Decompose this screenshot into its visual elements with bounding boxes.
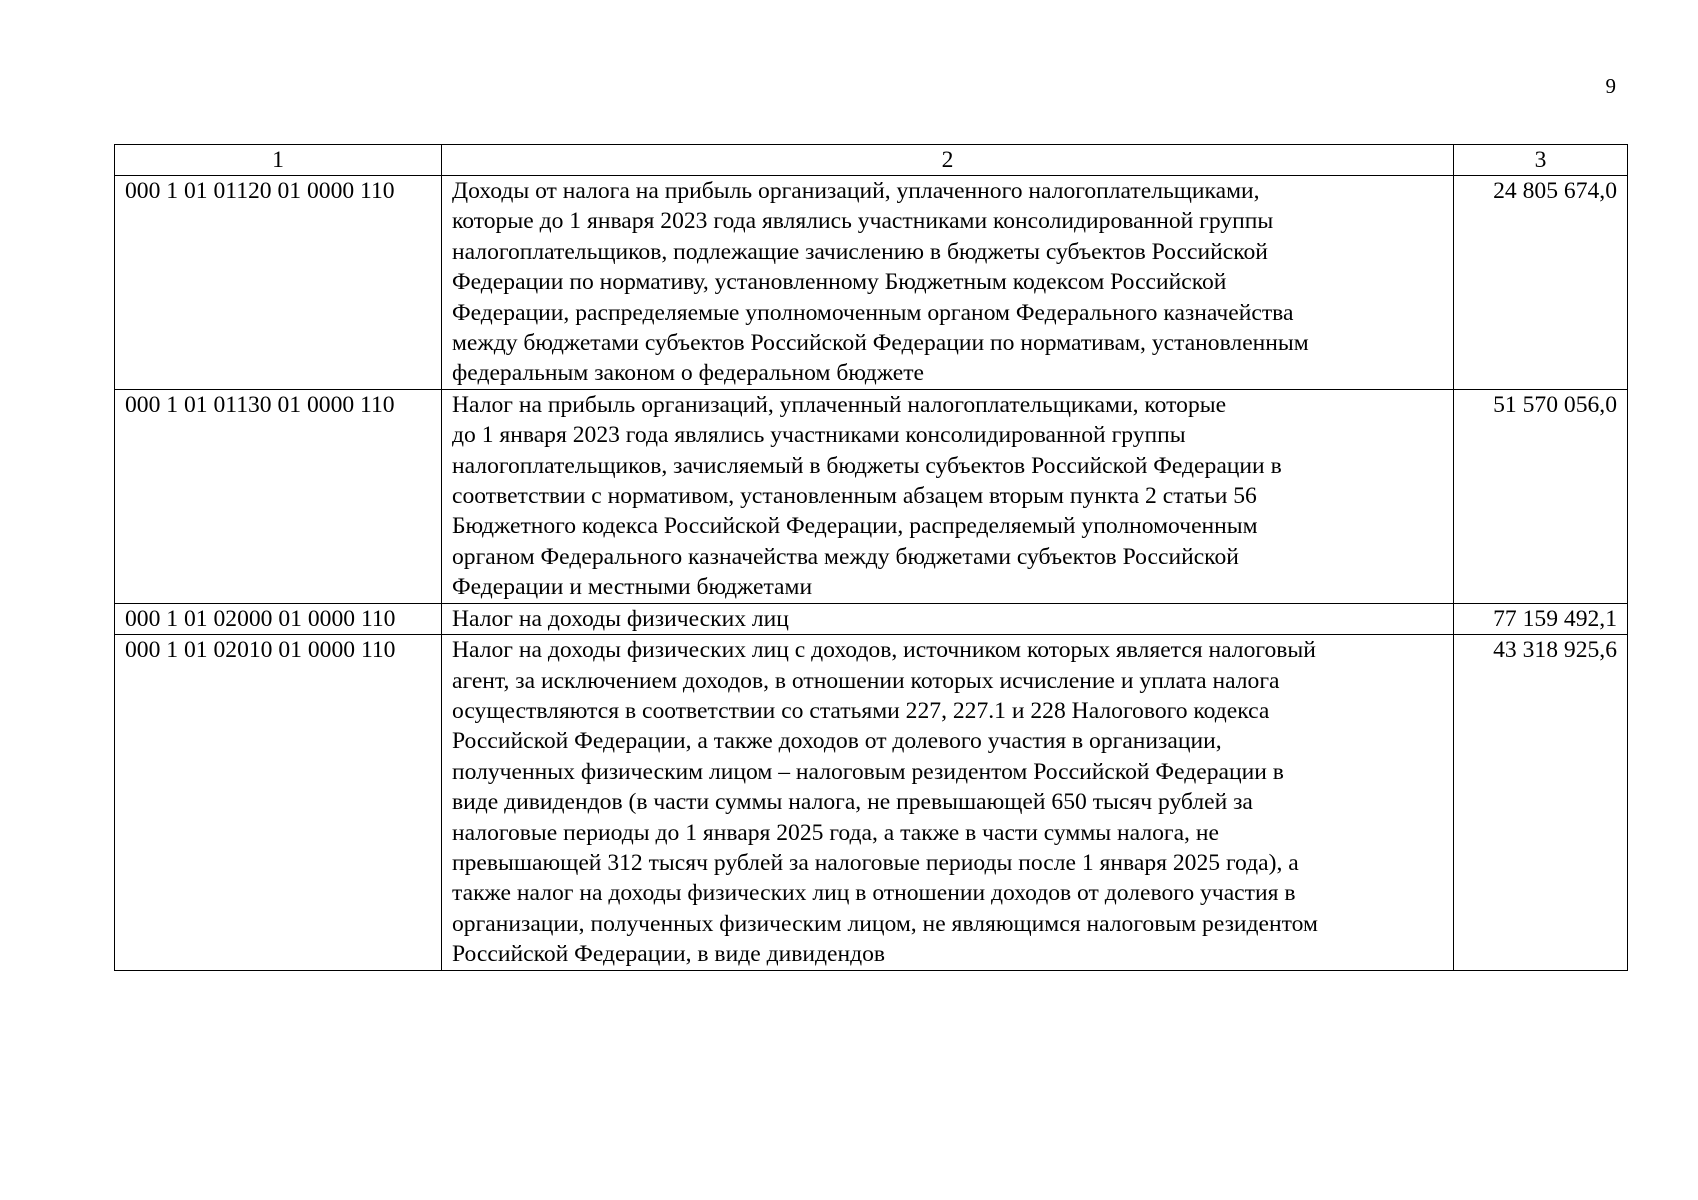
description-line: налогоплательщиков, подлежащие зачислению в бюджеты субъектов Российской	[452, 238, 1268, 265]
description-line: организации, полученных физическим лицом, не являющимся налоговым резидентом	[452, 910, 1318, 937]
description-line: Налог на доходы физических лиц	[452, 605, 789, 632]
description-line: Налог на доходы физических лиц с доходов, источником которых является налоговый	[452, 637, 1316, 664]
revenue-table	[114, 144, 1628, 971]
description-line: органом Федерального казначейства между бюджетами субъектов Российской	[452, 543, 1239, 570]
description-line: Федерации по нормативу, установленному Бюджетным кодексом Российской	[452, 269, 1227, 296]
description-cell	[442, 389, 1454, 603]
description-line: превышающей 312 тысяч рублей за налоговые периоды после 1 января 2025 года), а	[452, 849, 1299, 876]
description-cell	[442, 635, 1454, 970]
budget-code-cell: 000 1 01 01130 01 0000 110	[115, 389, 442, 603]
amount-cell: 43 318 925,6	[1454, 635, 1628, 970]
table-header-row	[115, 145, 1628, 176]
table-row	[115, 389, 1628, 603]
description-line: виде дивидендов (в части суммы налога, не превышающей 650 тысяч рублей за	[452, 789, 1253, 816]
description-line: также налог на доходы физических лиц в отношении доходов от долевого участия в	[452, 880, 1296, 907]
amount-cell: 24 805 674,0	[1454, 176, 1628, 390]
description-line: которые до 1 января 2023 года являлись участниками консолидированной группы	[452, 208, 1274, 235]
description-line: до 1 января 2023 года являлись участниками консолидированной группы	[452, 422, 1186, 449]
column-header-1: 1	[115, 145, 442, 176]
column-header-3: 3	[1454, 145, 1628, 176]
description-line: Налог на прибыль организаций, уплаченный налогоплательщиками, которые	[452, 391, 1227, 418]
amount-cell: 77 159 492,1	[1454, 603, 1628, 634]
budget-code-cell: 000 1 01 02010 01 0000 110	[115, 635, 442, 970]
budget-code-cell: 000 1 01 02000 01 0000 110	[115, 603, 442, 634]
description-line: полученных физическим лицом – налоговым резидентом Российской Федерации в	[452, 758, 1284, 785]
column-header-2: 2	[442, 145, 1454, 176]
description-line: Российской Федерации, в виде дивидендов	[452, 941, 886, 968]
description-cell	[442, 603, 1454, 634]
description-line: Федерации, распределяемые уполномоченным органом Федерального казначейства	[452, 299, 1294, 326]
description-line: Бюджетного кодекса Российской Федерации, распределяемый уполномоченным	[452, 513, 1258, 540]
description-cell	[442, 176, 1454, 390]
page-number: 9	[1605, 74, 1616, 98]
amount-cell: 51 570 056,0	[1454, 389, 1628, 603]
description-line: Российской Федерации, а также доходов от долевого участия в организации,	[452, 728, 1222, 755]
description-line: осуществляются в соответствии со статьями 227, 227.1 и 228 Налогового кодекса	[452, 697, 1270, 724]
table-row	[115, 635, 1628, 970]
description-line: между бюджетами субъектов Российской Федерации по нормативам, установленным	[452, 330, 1309, 357]
description-line: налогоплательщиков, зачисляемый в бюджеты субъектов Российской Федерации в	[452, 452, 1282, 479]
description-line: Федерации и местными бюджетами	[452, 574, 813, 601]
description-line: соответствии с нормативом, установленным абзацем вторым пункта 2 статьи 56	[452, 483, 1257, 510]
description-line: Доходы от налога на прибыль организаций, уплаченного налогоплательщиками,	[452, 178, 1260, 204]
description-line: налоговые периоды до 1 января 2025 года, а также в части суммы налога, не	[452, 819, 1219, 846]
description-line: федеральным законом о федеральном бюджете	[452, 360, 925, 387]
budget-code-cell: 000 1 01 01120 01 0000 110	[115, 176, 442, 390]
table-row	[115, 603, 1628, 634]
table-row	[115, 176, 1628, 390]
description-line: агент, за исключением доходов, в отношении которых исчисление и уплата налога	[452, 667, 1280, 694]
